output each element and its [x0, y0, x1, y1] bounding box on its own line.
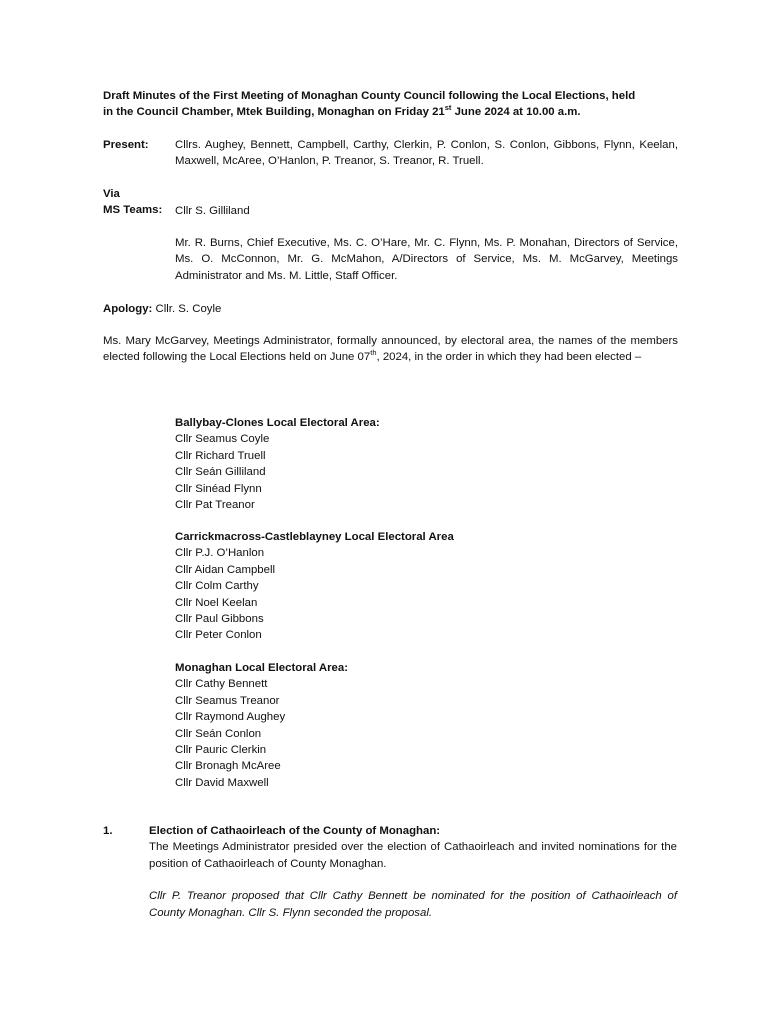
member-name: Cllr Noel Keelan — [175, 596, 258, 609]
agenda-item-1 — [149, 823, 677, 921]
item-heading: Election of Cathaoirleach of the County of Monaghan: — [149, 825, 441, 837]
via-label: Via MS Teams: — [103, 188, 163, 217]
electoral-area-carrickmacross-castleblayney — [175, 529, 595, 644]
electoral-area-monaghan — [175, 660, 595, 791]
member-name: Cllr Seamus Treanor — [175, 694, 280, 707]
member-name: Cllr Raymond Aughey — [175, 711, 286, 724]
electoral-area-ballybay-clones — [175, 415, 595, 513]
via-attendee: Cllr S. Gilliland — [175, 205, 250, 217]
nomination-proposal: Cllr P. Treanor proposed that Cllr Cathy Bennett be nominated for the position of Cathaoirleach of County Monaghan. Cllr S. Flynn seconded the proposal. — [149, 890, 677, 919]
member-name: Cllr Richard Truell — [175, 449, 266, 462]
item-body-text: The Meetings Administrator presided over the election of Cathaoirleach and invited nominations for the position of Cathaoirleach of County Monaghan. — [149, 841, 677, 870]
item-number: 1. — [103, 825, 113, 837]
member-name: Cllr Sinéad Flynn — [175, 482, 262, 495]
officials-section — [103, 235, 678, 284]
member-name: Cllr Aidan Campbell — [175, 563, 276, 576]
apology-section — [103, 301, 678, 317]
member-name: Cllr Pauric Clerkin — [175, 744, 267, 757]
member-name: Cllr P.J. O’Hanlon — [175, 547, 265, 560]
member-name: Cllr Seamus Coyle — [175, 433, 270, 446]
member-name: Cllr Seán Conlon — [175, 727, 262, 740]
member-name: Cllr Peter Conlon — [175, 629, 262, 642]
member-name: Cllr Colm Carthy — [175, 580, 259, 593]
apology-text: Cllr. S. Coyle — [152, 303, 222, 315]
member-name: Cllr Cathy Bennett — [175, 678, 268, 691]
area-title: Ballybay-Clones Local Electoral Area: — [175, 417, 380, 429]
member-name: Cllr Paul Gibbons — [175, 613, 264, 626]
member-name: Cllr Seán Gilliland — [175, 466, 266, 479]
member-name: Cllr Bronagh McAree — [175, 760, 281, 773]
member-name: Cllr David Maxwell — [175, 776, 269, 789]
title-line-1: Draft Minutes of the First Meeting of Monaghan County Council following the Local Elections, held — [103, 90, 636, 102]
officials-list: Mr. R. Burns, Chief Executive, Ms. C. O’Hare, Mr. C. Flynn, Ms. P. Monahan, Directors of Service, Ms. O. McConnon, Mr. G. McMahon, A/Directors of Service, Ms. M. McGarvey, Meetings Administrator and Ms. M. Little, Staff Officer. — [175, 237, 678, 282]
title-line-2: in the Council Chamber, Mtek Building, Monaghan on Friday 21st June 2024 at 10.00 a.m. — [103, 102, 581, 119]
announcement-paragraph: Ms. Mary McGarvey, Meetings Administrator, formally announced, by electoral area, the names of the members elected following the Local Elections held on June 07th, 2024, in the order in which they had been elected – — [103, 335, 678, 364]
via-section — [103, 186, 678, 220]
member-name: Cllr Pat Treanor — [175, 499, 255, 512]
area-title: Carrickmacross-Castleblayney Local Electoral Area — [175, 531, 454, 543]
apology-label: Apology: — [103, 303, 153, 315]
present-label: Present: — [103, 139, 149, 151]
area-title: Monaghan Local Electoral Area: — [175, 662, 349, 674]
present-list: Cllrs. Aughey, Bennett, Campbell, Carthy, Clerkin, P. Conlon, S. Conlon, Gibbons, Flynn, Keelan, Maxwell, McAree, O’Hanlon, P. Treanor, S. Treanor, R. Truell. — [175, 139, 678, 168]
minutes-title — [103, 88, 678, 121]
present-section — [103, 137, 678, 171]
